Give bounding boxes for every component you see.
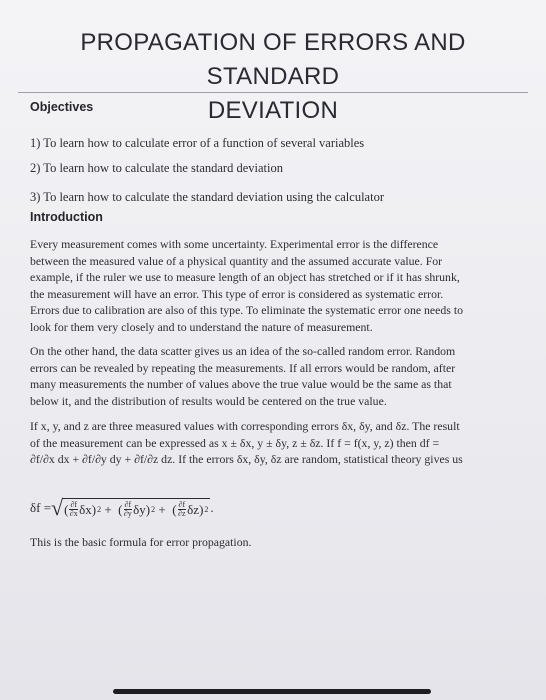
delta-x: δx xyxy=(79,501,92,517)
text-line: many measurements the number of values above the true value would be the same as that xyxy=(30,377,452,392)
objective-item-3: 3) To learn how to calculate the standard deviation using the calculator xyxy=(30,190,384,204)
title-divider xyxy=(18,92,528,93)
partial-fraction-y: $\frac{\partial f}{\partial y}$ xyxy=(123,500,132,518)
closing-sentence: This is the basic formula for error propagation. xyxy=(30,535,252,549)
text-line: the measurement will have an error. This type of error is considered as systematic error. xyxy=(30,286,444,301)
text-line: ∂f/∂x dx + ∂f/∂y dy + ∂f/∂z dz. If the errors δx, δy, δz are random, statistical theory gives us xyxy=(30,452,463,467)
text-line: of the measurement can be expressed as x ± δx, y ± δy, z ± δz. If f = f(x, y, z) then df = xyxy=(30,435,440,450)
square-root xyxy=(51,497,210,519)
text-line: Errors due to calibration are also of this type. To eliminate the systematic error one needs to xyxy=(30,303,464,318)
home-indicator-bar[interactable] xyxy=(113,689,431,694)
paragraph-random-error xyxy=(30,343,514,409)
text-line: Every measurement comes with some uncertainty. Experimental error is the difference xyxy=(30,237,439,251)
text-line: example, if the ruler we use to measure length of an object has stretched or if it has shrunk, xyxy=(30,270,460,285)
title-line-1: PROPAGATION OF ERRORS AND STANDARD xyxy=(80,29,466,90)
text-line: errors can be revealed by repeating the measurements. If all errors would be random, after xyxy=(30,360,456,375)
formula-period: . xyxy=(210,500,214,515)
objective-item-1: 1) To learn how to calculate error of a function of several variables xyxy=(30,136,365,150)
text-line: below it, and the distribution of results would be centered on the true value. xyxy=(30,393,387,408)
partial-fraction-z: $\frac{\partial f}{\partial z}$ xyxy=(178,500,186,518)
delta-y: δy xyxy=(133,501,146,517)
text-line: look for them very closely and to understand the nature of measurement. xyxy=(30,319,373,334)
radicand: ( $\frac{\partial f}{\partial x}$ δx ) 2 + ( $\frac{\partial f}{\partial y}$ δy ) 2 + ( $\frac{\partial f}{\partial z}$ δz ) 2 xyxy=(64,500,209,518)
objective-item-2: 2) To learn how to calculate the standard deviation xyxy=(30,161,283,175)
error-propagation-formula xyxy=(30,497,214,519)
text-line: between the measured value of a physical quantity and the assumed accurate value. For xyxy=(30,253,443,268)
objectives-heading: Objectives xyxy=(30,100,94,114)
text-line: If x, y, and z are three measured values with corresponding errors δx, δy, and δz. The result xyxy=(30,419,460,433)
text-line: On the other hand, the data scatter gives us an idea of the so-called random error. Random xyxy=(30,344,456,358)
introduction-heading: Introduction xyxy=(30,210,103,224)
paragraph-systematic-error xyxy=(30,236,514,336)
exponent: 2 xyxy=(151,505,156,514)
partial-fraction-x: $\frac{\partial f}{\partial x}$ xyxy=(69,500,78,518)
exponent: 2 xyxy=(204,505,209,514)
delta-z: δz xyxy=(187,501,200,517)
radical-sign: √ xyxy=(51,495,64,520)
paragraph-error-propagation xyxy=(30,418,514,468)
exponent: 2 xyxy=(97,505,102,514)
title-line-2: DEVIATION xyxy=(207,97,339,124)
page-title xyxy=(20,26,526,128)
formula-lhs: δf = xyxy=(30,500,52,515)
